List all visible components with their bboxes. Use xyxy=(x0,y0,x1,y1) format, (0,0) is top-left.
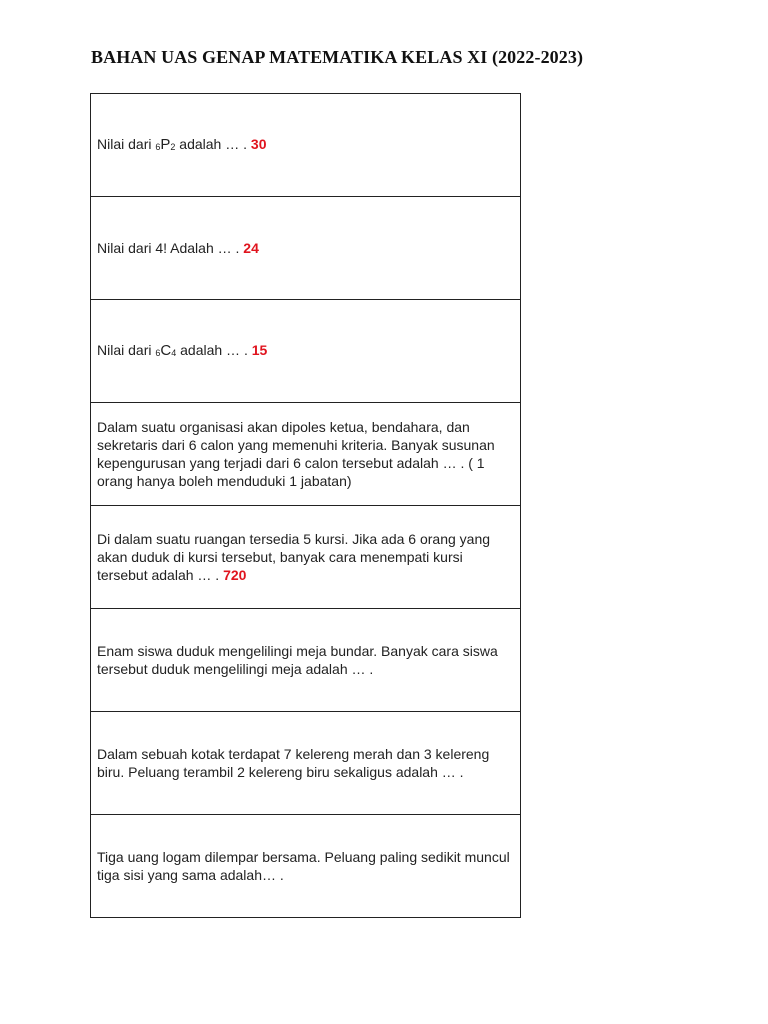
notation-letter: P xyxy=(160,135,171,153)
question-text: Di dalam suatu ruangan tersedia 5 kursi. Jika ada 6 orang yang akan duduk di kursi tersebut, banyak cara menempati kursi tersebut adalah … . xyxy=(97,531,491,583)
question-row xyxy=(91,197,521,300)
question-cell xyxy=(91,300,521,403)
question-text: Nilai dari 4! Adalah … . xyxy=(97,240,244,256)
notation-n: 6 xyxy=(155,347,161,358)
question-prefix: Nilai dari xyxy=(97,341,156,358)
question-cell xyxy=(91,609,521,712)
notation-r: 4 xyxy=(171,347,177,358)
notation-r: 2 xyxy=(170,141,176,152)
question-cell xyxy=(91,197,521,300)
answer-text: 24 xyxy=(243,240,259,256)
question-row xyxy=(91,609,521,712)
answer-text: 720 xyxy=(223,567,247,583)
notation-letter: C xyxy=(160,341,172,359)
question-table xyxy=(90,93,521,918)
question-suffix: adalah … . xyxy=(175,135,251,152)
question-prefix: Nilai dari xyxy=(97,135,156,152)
question-row xyxy=(91,94,521,197)
question-row xyxy=(91,712,521,815)
question-text: Enam siswa duduk mengelilingi meja bundar. Banyak cara siswa tersebut duduk mengelilingi meja adalah … . xyxy=(97,643,498,677)
question-cell xyxy=(91,403,521,506)
question-text xyxy=(97,342,252,358)
question-suffix: adalah … . xyxy=(176,341,252,358)
question-cell xyxy=(91,815,521,918)
question-text xyxy=(97,136,251,152)
question-text: Dalam suatu organisasi akan dipoles ketua, bendahara, dan sekretaris dari 6 calon yang memenuhi kriteria. Banyak susunan kepengurusan yang terjadi dari 6 calon tersebut adalah … . ( 1 orang hanya boleh menduduki 1 jabatan) xyxy=(97,419,495,489)
question-text: Dalam sebuah kotak terdapat 7 kelereng merah dan 3 kelereng biru. Peluang terambil 2 kelereng biru sekaligus adalah … . xyxy=(97,746,490,780)
question-row xyxy=(91,403,521,506)
notation-n: 6 xyxy=(155,141,161,152)
answer-text: 30 xyxy=(250,135,267,152)
question-cell xyxy=(91,506,521,609)
document-title: BAHAN UAS GENAP MATEMATIKA KELAS XI (2022-2023) xyxy=(91,47,584,67)
question-row xyxy=(91,300,521,403)
question-text: Tiga uang logam dilempar bersama. Peluang paling sedikit muncul tiga sisi yang sama adalah… . xyxy=(97,849,510,883)
answer-text: 15 xyxy=(251,341,268,358)
question-cell xyxy=(91,94,521,197)
question-row xyxy=(91,815,521,918)
question-row xyxy=(91,506,521,609)
question-cell xyxy=(91,712,521,815)
